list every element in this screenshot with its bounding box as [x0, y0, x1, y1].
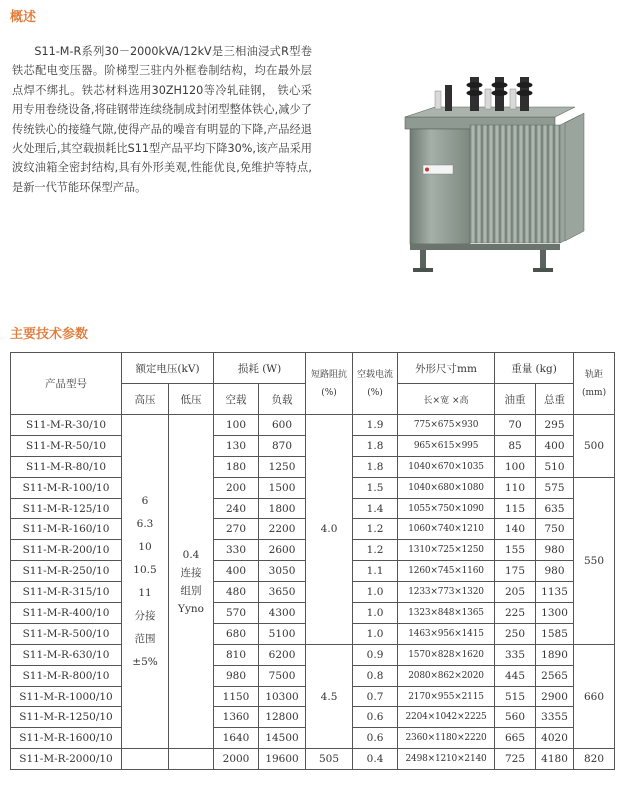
- cell-impedance: 4.0: [306, 415, 353, 645]
- cell-dimensions: 1323×848×1365: [398, 603, 495, 624]
- cell-load: 6200: [259, 644, 306, 665]
- cell-total-weight: 575: [536, 477, 574, 498]
- cell-no-load-current: 0.9: [353, 644, 398, 665]
- cell-no-load-current: 0.7: [353, 686, 398, 707]
- cell-oil-weight: 225: [495, 603, 536, 624]
- overview-paragraph: [12, 42, 312, 197]
- cell-dimensions: 965×615×995: [398, 435, 495, 456]
- cell-no-load: 330: [214, 540, 259, 561]
- overview-text: S11-M-R系列30－2000kVA/12kV是三相油浸式R型卷铁芯配电变压器。阶梯型三驻内外框卷制结构，均在最外层点焊不绑扎。铁芯材料选用30ZH120等冷轧硅钢， 铁心采用专用卷绕设备,将硅钢带连续绕制成封闭型整体铁心,减少了传统铁心的接缝气隙,使得产品的噪音有明显的下降,产品经退火处理后,其空载损耗比S11型产品平均下降30%,该产品采用波纹油箱全密封结构,具有外形美观,性能优良,免维护等特点,是新一代节能环保型产品。: [12, 45, 312, 194]
- overview-title: 概述: [10, 10, 37, 25]
- cell-no-load: 180: [214, 456, 259, 477]
- cell-oil-weight: 445: [495, 665, 536, 686]
- cell-dimensions: 1040×680×1080: [398, 477, 495, 498]
- cell-no-load: 240: [214, 498, 259, 519]
- cell-no-load-current: 0.6: [353, 707, 398, 728]
- cell-dimensions: 1060×740×1210: [398, 519, 495, 540]
- cell-no-load: 100: [214, 415, 259, 436]
- th-load: 负载: [259, 384, 306, 415]
- cell-oil-weight: 140: [495, 519, 536, 540]
- cell-dimensions: 1570×828×1620: [398, 644, 495, 665]
- cell-load: 10300: [259, 686, 306, 707]
- cell-dimensions: 2170×955×2115: [398, 686, 495, 707]
- th-impedance: 短路阻抗(%): [306, 353, 353, 415]
- cell-model: S11-M-R-2000/10: [11, 749, 122, 770]
- cell-total-weight: 750: [536, 519, 574, 540]
- cell-oil-weight: 560: [495, 707, 536, 728]
- cell-model: S11-M-R-1600/10: [11, 728, 122, 749]
- cell-total-weight: 4180: [536, 749, 574, 770]
- cell-impedance: 4.5: [306, 644, 353, 748]
- cell-total-weight: 2900: [536, 686, 574, 707]
- cell-model: S11-M-R-30/10: [11, 415, 122, 436]
- cell-load: 3050: [259, 561, 306, 582]
- th-no-load-current: 空载电流(%): [353, 353, 398, 415]
- cell-total-weight: 1890: [536, 644, 574, 665]
- cell-no-load: 1360: [214, 707, 259, 728]
- cell-model: S11-M-R-100/10: [11, 477, 122, 498]
- cell-dimensions: 1055×750×1090: [398, 498, 495, 519]
- cell-load: 3650: [259, 582, 306, 603]
- th-total: 总重: [536, 384, 574, 415]
- cell-load: 4300: [259, 603, 306, 624]
- cell-model: S11-M-R-160/10: [11, 519, 122, 540]
- cell-no-load-current: 1.8: [353, 456, 398, 477]
- cell-oil-weight: 250: [495, 623, 536, 644]
- cell-no-load-current: 1.2: [353, 519, 398, 540]
- cell-no-load: 400: [214, 561, 259, 582]
- th-hv: 高压: [122, 384, 169, 415]
- cell-dimensions: 1310×725×1250: [398, 540, 495, 561]
- cell-model: S11-M-R-315/10: [11, 582, 122, 603]
- cell-model: S11-M-R-1000/10: [11, 686, 122, 707]
- cell-oil-weight: 205: [495, 582, 536, 603]
- cell-total-weight: 1300: [536, 603, 574, 624]
- cell-oil-weight: 335: [495, 644, 536, 665]
- cell-load: 12800: [259, 707, 306, 728]
- cell-load: 1500: [259, 477, 306, 498]
- cell-model: S11-M-R-50/10: [11, 435, 122, 456]
- cell-no-load-current: 0.6: [353, 728, 398, 749]
- cell-no-load: 810: [214, 644, 259, 665]
- cell-model: S11-M-R-400/10: [11, 603, 122, 624]
- cell-no-load-current: 1.9: [353, 415, 398, 436]
- cell-total-weight: 980: [536, 540, 574, 561]
- table-row: [11, 749, 615, 770]
- cell-hv-values: 6 6.3 10 10.5 11 分接 范围 ±5%: [122, 415, 169, 749]
- cell-no-load: 200: [214, 477, 259, 498]
- cell-load: 1800: [259, 498, 306, 519]
- cell-oil-weight: 175: [495, 561, 536, 582]
- table-row: [11, 644, 615, 665]
- th-lv: 低压: [169, 384, 214, 415]
- cell-oil-weight: 155: [495, 540, 536, 561]
- cell-no-load: 130: [214, 435, 259, 456]
- cell-load: 14500: [259, 728, 306, 749]
- cell-total-weight: 635: [536, 498, 574, 519]
- cell-total-weight: 295: [536, 415, 574, 436]
- cell-no-load: 570: [214, 603, 259, 624]
- cell-dimensions: 2204×1042×2225: [398, 707, 495, 728]
- cell-dimensions: 1260×745×1160: [398, 561, 495, 582]
- cell-total-weight: 400: [536, 435, 574, 456]
- cell-dimensions: 2360×1180×2220: [398, 728, 495, 749]
- cell-no-load: 2000: [214, 749, 259, 770]
- cell-total-weight: 4020: [536, 728, 574, 749]
- th-model: 产品型号: [11, 353, 122, 415]
- cell-model: S11-M-R-80/10: [11, 456, 122, 477]
- cell-hv-empty: [122, 749, 169, 770]
- cell-oil-weight: 70: [495, 415, 536, 436]
- cell-dimensions: 2080×862×2020: [398, 665, 495, 686]
- th-oil: 油重: [495, 384, 536, 415]
- cell-dimensions: 2498×1210×2140: [398, 749, 495, 770]
- header-row-1: [11, 353, 615, 384]
- cell-no-load: 270: [214, 519, 259, 540]
- cell-impedance: 505: [306, 749, 353, 770]
- cell-gauge: 500: [574, 415, 615, 478]
- cell-load: 870: [259, 435, 306, 456]
- cell-oil-weight: 515: [495, 686, 536, 707]
- cell-no-load-current: 0.8: [353, 665, 398, 686]
- cell-no-load-current: 1.1: [353, 561, 398, 582]
- cell-dimensions: 1233×773×1320: [398, 582, 495, 603]
- cell-dimensions: 1040×670×1035: [398, 456, 495, 477]
- cell-no-load-current: 1.2: [353, 540, 398, 561]
- cell-no-load-current: 1.0: [353, 582, 398, 603]
- spec-table: [10, 352, 615, 770]
- cell-no-load: 980: [214, 665, 259, 686]
- cell-no-load: 1640: [214, 728, 259, 749]
- cell-model: S11-M-R-250/10: [11, 561, 122, 582]
- cell-dimensions: 1463×956×1415: [398, 623, 495, 644]
- cell-oil-weight: 115: [495, 498, 536, 519]
- cell-model: S11-M-R-125/10: [11, 498, 122, 519]
- cell-model: S11-M-R-200/10: [11, 540, 122, 561]
- th-gauge: 轨距(mm): [574, 353, 615, 415]
- cell-no-load-current: 1.0: [353, 623, 398, 644]
- cell-model: S11-M-R-800/10: [11, 665, 122, 686]
- cell-total-weight: 3355: [536, 707, 574, 728]
- th-no-load: 空载: [214, 384, 259, 415]
- th-dimensions: 外形尺寸mm: [398, 353, 495, 384]
- cell-total-weight: 1135: [536, 582, 574, 603]
- cell-oil-weight: 110: [495, 477, 536, 498]
- cell-no-load-current: 0.4: [353, 749, 398, 770]
- cell-no-load-current: 1.5: [353, 477, 398, 498]
- cell-model: S11-M-R-630/10: [11, 644, 122, 665]
- cell-gauge: 550: [574, 477, 615, 644]
- cell-oil-weight: 725: [495, 749, 536, 770]
- th-loss: 损耗 (W): [214, 353, 306, 384]
- cell-no-load: 1150: [214, 686, 259, 707]
- cell-oil-weight: 100: [495, 456, 536, 477]
- cell-load: 2200: [259, 519, 306, 540]
- transformer-product-image: [375, 55, 615, 295]
- cell-no-load: 480: [214, 582, 259, 603]
- cell-load: 600: [259, 415, 306, 436]
- cell-total-weight: 1585: [536, 623, 574, 644]
- cell-load: 1250: [259, 456, 306, 477]
- cell-load: 2600: [259, 540, 306, 561]
- th-rated-voltage: 额定电压(kV): [122, 353, 214, 384]
- cell-total-weight: 510: [536, 456, 574, 477]
- cell-lv-values: 0.4 连接 组别 Yyno: [169, 415, 214, 749]
- cell-oil-weight: 665: [495, 728, 536, 749]
- cell-oil-weight: 85: [495, 435, 536, 456]
- th-weight: 重量 (kg): [495, 353, 574, 384]
- specs-title: 主要技术参数: [10, 327, 89, 342]
- cell-gauge: 820: [574, 749, 615, 770]
- cell-total-weight: 980: [536, 561, 574, 582]
- spec-table-body: [11, 415, 615, 770]
- cell-no-load-current: 1.8: [353, 435, 398, 456]
- cell-model: S11-M-R-500/10: [11, 623, 122, 644]
- cell-load: 7500: [259, 665, 306, 686]
- cell-load: 19600: [259, 749, 306, 770]
- cell-lv-empty: [169, 749, 214, 770]
- cell-gauge: 660: [574, 644, 615, 748]
- cell-no-load-current: 1.4: [353, 498, 398, 519]
- table-row: [11, 415, 615, 436]
- cell-load: 5100: [259, 623, 306, 644]
- cell-dimensions: 775×675×930: [398, 415, 495, 436]
- cell-total-weight: 2565: [536, 665, 574, 686]
- cell-no-load: 680: [214, 623, 259, 644]
- cell-model: S11-M-R-1250/10: [11, 707, 122, 728]
- th-dims-sub: 长×宽 ×高: [398, 384, 495, 415]
- cell-no-load-current: 1.0: [353, 603, 398, 624]
